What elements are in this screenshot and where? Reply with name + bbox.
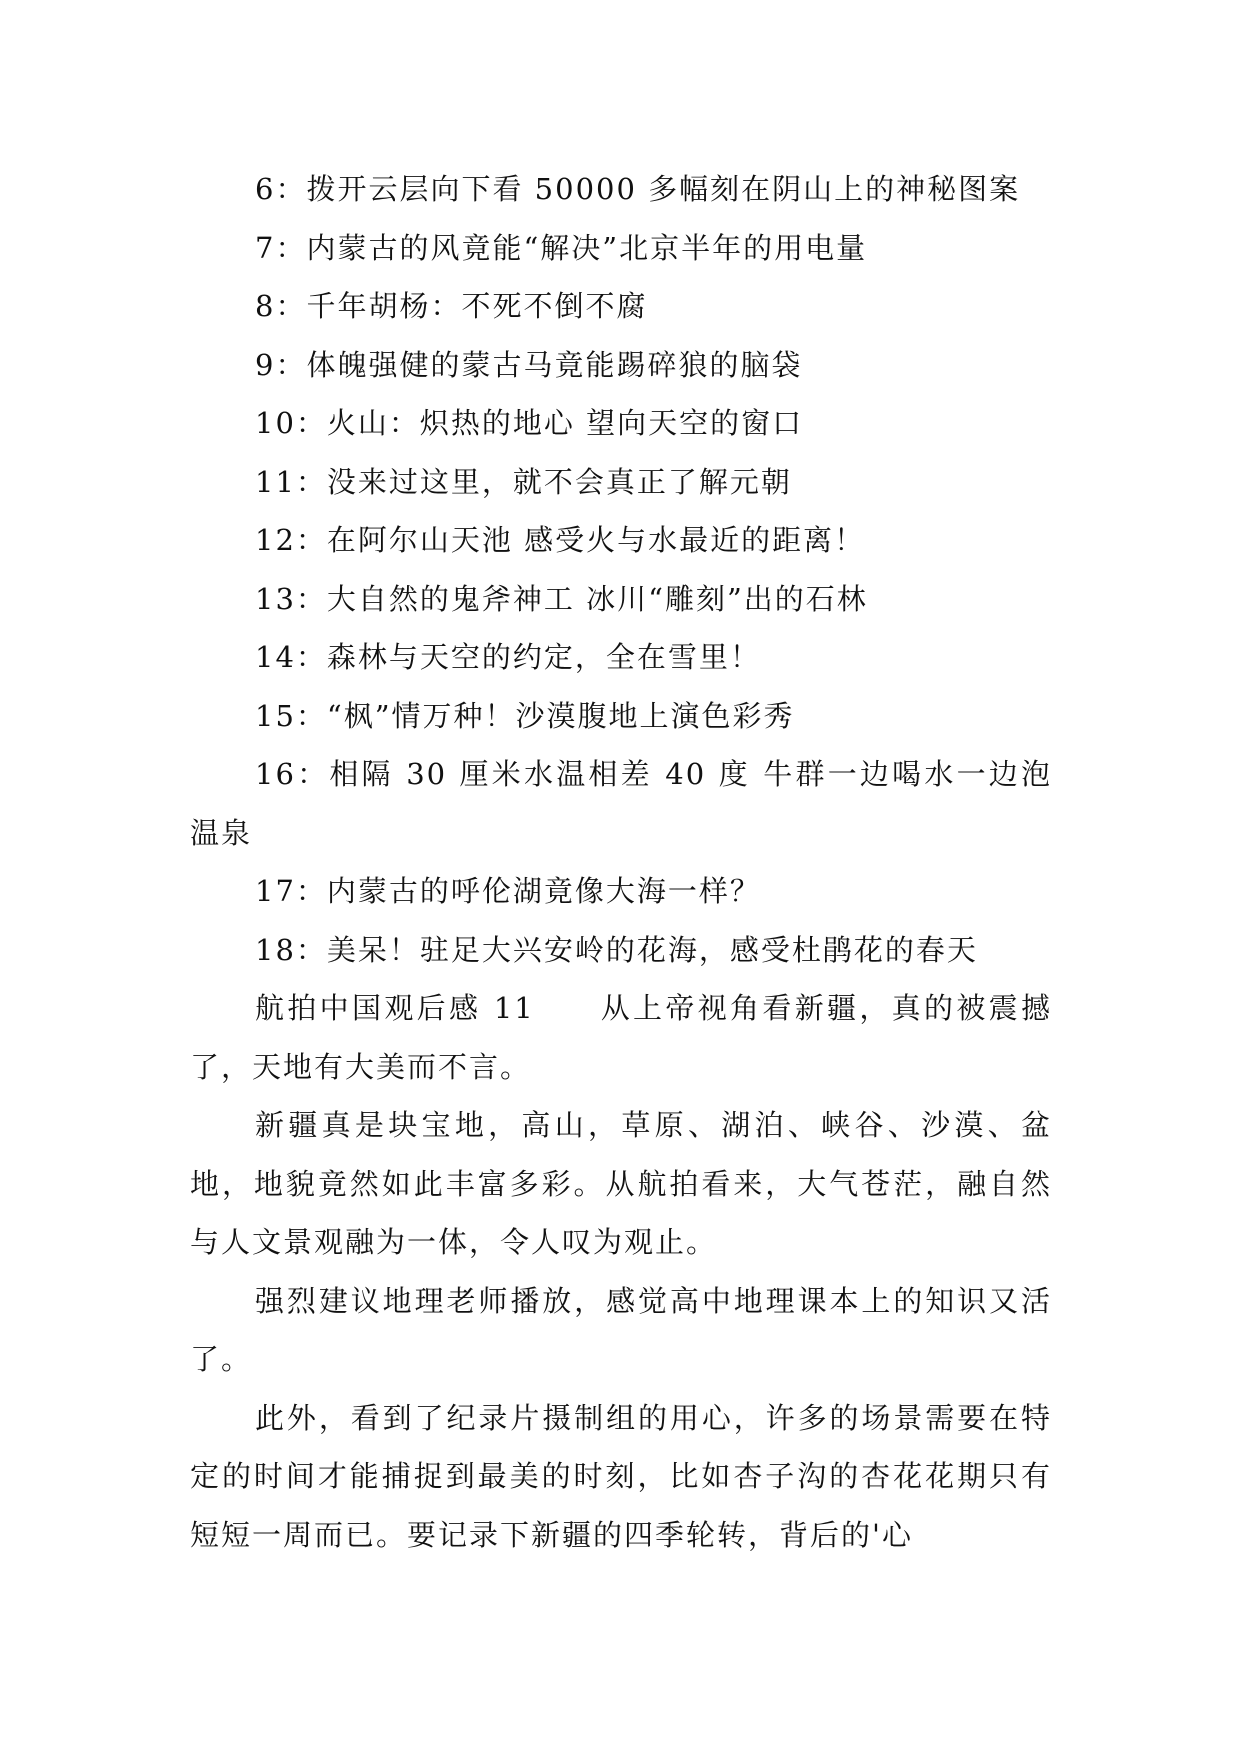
paragraph-xinjiang-landscape: 新疆真是块宝地，高山，草原、湖泊、峡谷、沙漠、盆地，地貌竟然如此丰富多彩。从航拍看来，大气苍茫，融自然与人文景观融为一体，令人叹为观止。 (190, 1108, 1052, 1259)
paragraph-geography-teachers: 强烈建议地理老师播放，感觉高中地理课本上的知识又活了。 (190, 1283, 1052, 1376)
paragraph-7: 7：内蒙古的风竟能“解决”北京半年的用电量 (255, 230, 868, 265)
document-body (190, 160, 1052, 1564)
paragraph-17: 17：内蒙古的呼伦湖竟像大海一样？ (255, 874, 761, 908)
paragraph-15: 15：“枫”情万种！沙漠腹地上演色彩秀 (255, 698, 795, 733)
paragraph-11: 11：没来过这里，就不会真正了解元朝 (255, 464, 792, 499)
paragraph-13: 13：大自然的鬼斧神工 冰川“雕刻”出的石林 (255, 581, 868, 616)
paragraph-9: 9：体魄强健的蒙古马竟能踢碎狼的脑袋 (255, 347, 803, 382)
paragraph-film-crew: 此外，看到了纪录片摄制组的用心，许多的场景需要在特定的时间才能捕捉到最美的时刻，比如杏子沟的杏花花期只有短短一周而已。要记录下新疆的四季轮转，背后的'心 (190, 1400, 1052, 1552)
paragraph-18: 18：美呆！驻足大兴安岭的花海，感受杜鹃花的春天 (255, 932, 978, 967)
paragraph-review-intro: 航拍中国观后感 11 从上帝视角看新疆，真的被震撼了，天地有大美而不言。 (190, 991, 1052, 1084)
paragraph-12: 12：在阿尔山天池 感受火与水最近的距离！ (255, 523, 866, 557)
paragraph-16: 16：相隔 30 厘米水温相差 40 度 牛群一边喝水一边泡温泉 (190, 757, 1052, 850)
paragraph-10: 10：火山：炽热的地心 望向天空的窗口 (255, 406, 804, 440)
paragraph-6: 6：拨开云层向下看 50000 多幅刻在阴山上的神秘图案 (255, 172, 1021, 206)
paragraph-8: 8：千年胡杨：不死不倒不腐 (255, 289, 648, 323)
paragraph-14: 14：森林与天空的约定，全在雪里！ (255, 640, 761, 674)
